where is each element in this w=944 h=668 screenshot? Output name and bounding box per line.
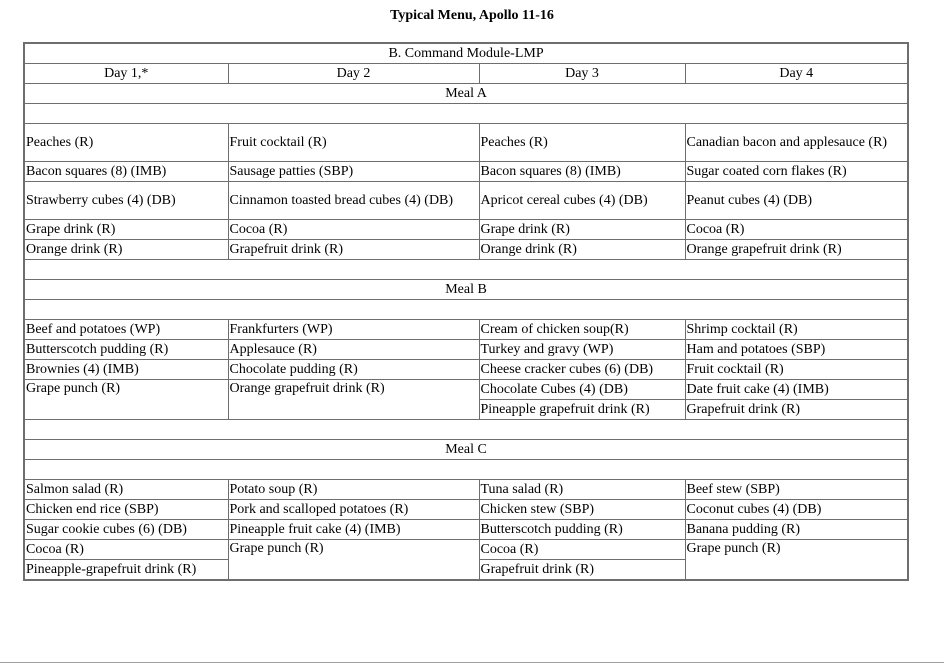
spacer-cell — [24, 260, 908, 280]
menu-cell: Grapefruit drink (R) — [228, 240, 479, 260]
menu-cell: Turkey and gravy (WP) — [479, 340, 685, 360]
menu-cell: Cream of chicken soup(R) — [479, 320, 685, 340]
menu-cell: Grapefruit drink (R) — [685, 400, 908, 420]
menu-cell: Orange grapefruit drink (R) — [228, 380, 479, 420]
menu-cell: Banana pudding (R) — [685, 520, 908, 540]
table-row — [24, 124, 908, 162]
menu-cell: Chocolate Cubes (4) (DB) — [479, 380, 685, 400]
menu-cell: Grape punch (R) — [228, 540, 479, 581]
section-header-row — [24, 43, 908, 64]
menu-cell: Sugar coated corn flakes (R) — [685, 162, 908, 182]
menu-cell: Cheese cracker cubes (6) (DB) — [479, 360, 685, 380]
spacer-cell — [24, 104, 908, 124]
menu-cell: Cocoa (R) — [479, 540, 685, 560]
menu-cell: Potato soup (R) — [228, 480, 479, 500]
menu-cell: Cocoa (R) — [685, 220, 908, 240]
spacer-row — [24, 104, 908, 124]
menu-cell: Peaches (R) — [24, 124, 228, 162]
table-row — [24, 480, 908, 500]
day-header: Day 2 — [228, 64, 479, 84]
menu-cell: Pineapple grapefruit drink (R) — [479, 400, 685, 420]
menu-cell: Sausage patties (SBP) — [228, 162, 479, 182]
day-header: Day 4 — [685, 64, 908, 84]
menu-cell: Brownies (4) (IMB) — [24, 360, 228, 380]
menu-table — [23, 42, 909, 581]
menu-cell: Beef and potatoes (WP) — [24, 320, 228, 340]
table-row — [24, 182, 908, 220]
menu-cell: Tuna salad (R) — [479, 480, 685, 500]
menu-cell: Chocolate pudding (R) — [228, 360, 479, 380]
menu-cell: Date fruit cake (4) (IMB) — [685, 380, 908, 400]
table-row — [24, 220, 908, 240]
menu-cell: Chicken stew (SBP) — [479, 500, 685, 520]
meal-header-row — [24, 84, 908, 104]
table-row — [24, 360, 908, 380]
table-row — [24, 340, 908, 360]
menu-cell: Cocoa (R) — [24, 540, 228, 560]
menu-cell: Grape punch (R) — [24, 380, 228, 420]
menu-cell: Salmon salad (R) — [24, 480, 228, 500]
bottom-divider — [0, 662, 944, 663]
spacer-cell — [24, 460, 908, 480]
menu-cell: Cocoa (R) — [228, 220, 479, 240]
menu-cell: Coconut cubes (4) (DB) — [685, 500, 908, 520]
menu-cell: Grape drink (R) — [479, 220, 685, 240]
menu-cell: Strawberry cubes (4) (DB) — [24, 182, 228, 220]
table-row — [24, 500, 908, 520]
menu-cell: Pork and scalloped potatoes (R) — [228, 500, 479, 520]
page-title: Typical Menu, Apollo 11-16 — [390, 8, 554, 23]
menu-cell: Orange drink (R) — [479, 240, 685, 260]
menu-cell: Butterscotch pudding (R) — [24, 340, 228, 360]
meal-header-row — [24, 440, 908, 460]
day-header-row — [24, 64, 908, 84]
menu-cell: Grape punch (R) — [685, 540, 908, 581]
menu-cell: Apricot cereal cubes (4) (DB) — [479, 182, 685, 220]
menu-cell: Chicken end rice (SBP) — [24, 500, 228, 520]
spacer-row — [24, 460, 908, 480]
table-row — [24, 540, 908, 560]
section-title: B. Command Module-LMP — [24, 43, 908, 64]
spacer-row — [24, 300, 908, 320]
table-row — [24, 240, 908, 260]
spacer-cell — [24, 300, 908, 320]
meal-header-row — [24, 280, 908, 300]
menu-cell: Orange grapefruit drink (R) — [685, 240, 908, 260]
menu-cell: Pineapple fruit cake (4) (IMB) — [228, 520, 479, 540]
menu-cell: Fruit cocktail (R) — [685, 360, 908, 380]
menu-cell: Cinnamon toasted bread cubes (4) (DB) — [228, 182, 479, 220]
menu-cell: Peanut cubes (4) (DB) — [685, 182, 908, 220]
meal-a-label: Meal A — [24, 84, 908, 104]
table-row — [24, 162, 908, 182]
day-header: Day 3 — [479, 64, 685, 84]
menu-cell: Peaches (R) — [479, 124, 685, 162]
menu-cell: Shrimp cocktail (R) — [685, 320, 908, 340]
menu-cell: Fruit cocktail (R) — [228, 124, 479, 162]
menu-cell: Orange drink (R) — [24, 240, 228, 260]
menu-cell: Pineapple-grapefruit drink (R) — [24, 560, 228, 581]
menu-cell: Canadian bacon and applesauce (R) — [685, 124, 908, 162]
menu-cell: Grapefruit drink (R) — [479, 560, 685, 581]
meal-b-label: Meal B — [24, 280, 908, 300]
menu-cell: Bacon squares (8) (IMB) — [479, 162, 685, 182]
menu-cell: Ham and potatoes (SBP) — [685, 340, 908, 360]
menu-cell: Sugar cookie cubes (6) (DB) — [24, 520, 228, 540]
table-row — [24, 520, 908, 540]
spacer-cell — [24, 420, 908, 440]
menu-cell: Applesauce (R) — [228, 340, 479, 360]
spacer-row — [24, 420, 908, 440]
menu-cell: Bacon squares (8) (IMB) — [24, 162, 228, 182]
menu-cell: Beef stew (SBP) — [685, 480, 908, 500]
menu-cell: Butterscotch pudding (R) — [479, 520, 685, 540]
menu-cell: Frankfurters (WP) — [228, 320, 479, 340]
table-row — [24, 320, 908, 340]
day-header: Day 1,* — [24, 64, 228, 84]
spacer-row — [24, 260, 908, 280]
table-row — [24, 380, 908, 400]
menu-cell: Grape drink (R) — [24, 220, 228, 240]
meal-c-label: Meal C — [24, 440, 908, 460]
